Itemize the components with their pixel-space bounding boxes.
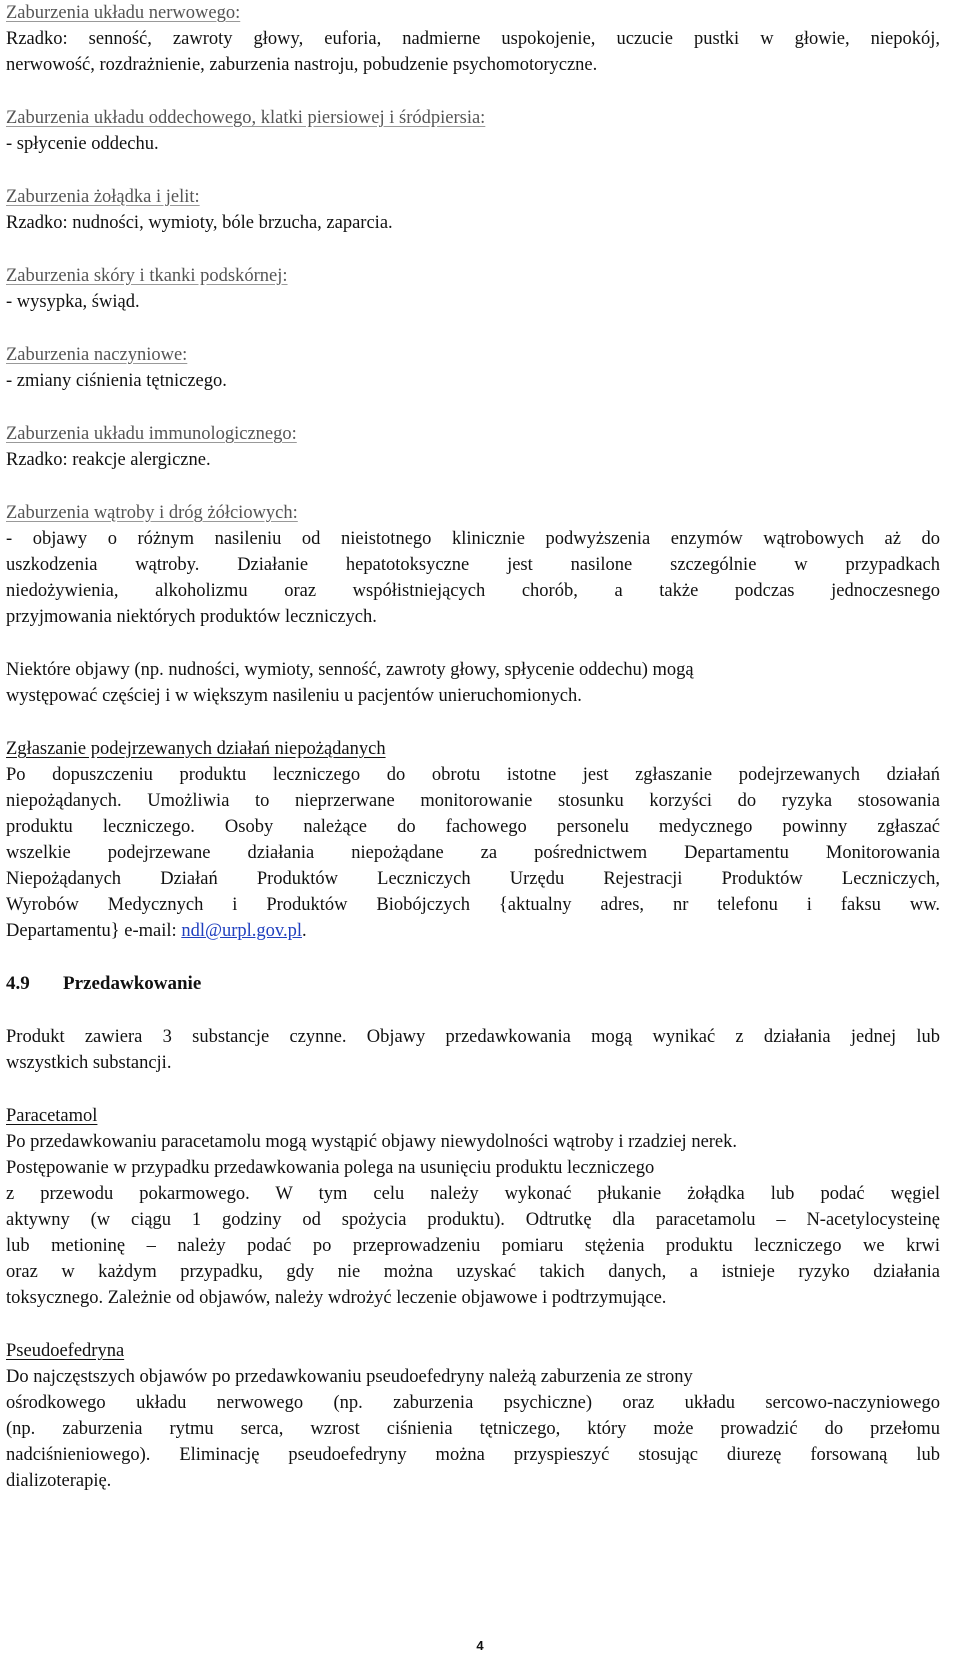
text-line xyxy=(6,918,940,944)
text-line: Wyrobów Medycznych i Produktów Biobójczych {aktualny adres, nr telefonu i faksu ww. xyxy=(6,895,940,915)
section-heading: Zaburzenia układu immunologicznego: xyxy=(6,424,297,444)
text-line: Rzadko: nudności, wymioty, bóle brzucha, zaparcia. xyxy=(6,213,393,233)
text-line: niedożywienia, alkoholizmu oraz współistniejących chorób, a także podczas jednoczesnego xyxy=(6,581,940,601)
text-line: - spłycenie oddechu. xyxy=(6,134,159,154)
text-line: aktywny (w ciągu 1 godziny od spożycia produktu). Odtrutkę dla paracetamolu – N-acetylocysteinę xyxy=(6,1210,940,1230)
text-line: wszelkie podejrzewane działania niepożądane za pośrednictwem Departamentu Monitorowania xyxy=(6,843,940,863)
section-reporting xyxy=(6,736,940,944)
text-line: nerwowość, rozdrażnienie, zaburzenia nastroju, pobudzenie psychomotoryczne. xyxy=(6,55,598,75)
text-line: Po dopuszczeniu produktu leczniczego do obrotu istotne jest zgłaszanie podejrzewanych działań xyxy=(6,765,940,785)
text-line: wszystkich substancji. xyxy=(6,1053,172,1073)
section-heading: Zaburzenia skóry i tkanki podskórnej: xyxy=(6,266,288,286)
text-line: oraz w każdym przypadku, gdy nie można uzyskać takich danych, a istnieje ryzyko działania xyxy=(6,1262,940,1282)
text-line: lub metioninę – należy podać po przeprowadzeniu pomiaru stężenia produktu leczniczego we krwi xyxy=(6,1236,940,1256)
section-overdose-intro xyxy=(6,1024,940,1076)
section-respiratory xyxy=(6,105,940,157)
section-skin xyxy=(6,263,940,315)
section-paracetamol xyxy=(6,1103,940,1311)
email-suffix: . xyxy=(301,921,307,941)
text-line: Rzadko: reakcje alergiczne. xyxy=(6,450,211,470)
section-some-symptoms xyxy=(6,657,940,709)
section-immune xyxy=(6,421,940,473)
section-heading: Zaburzenia naczyniowe: xyxy=(6,345,188,365)
section-heading: Pseudoefedryna xyxy=(6,1341,125,1361)
section-title: Przedawkowanie xyxy=(63,973,202,994)
section-heading: Zaburzenia układu nerwowego: xyxy=(6,3,241,23)
page-number: 4 xyxy=(476,1638,484,1653)
email-prefix: Departamentu} e-mail: xyxy=(6,921,182,941)
text-line: niepożądanych. Umożliwia to nieprzerwane monitorowanie stosunku korzyści do ryzyka stosowania xyxy=(6,791,940,811)
text-line: - zmiany ciśnienia tętniczego. xyxy=(6,371,227,391)
text-line: produktu leczniczego. Osoby należące do fachowego personelu medycznego powinny zgłaszać xyxy=(6,817,940,837)
document-page xyxy=(6,0,940,1521)
text-line: Po przedawkowaniu paracetamolu mogą wystąpić objawy niewydolności wątroby i rzadziej nerek. xyxy=(6,1132,738,1152)
text-line: Niepożądanych Działań Produktów Leczniczych Urzędu Rejestracji Produktów Leczniczych, xyxy=(6,869,940,889)
text-line: Produkt zawiera 3 substancje czynne. Objawy przedawkowania mogą wynikać z działania jednej lub xyxy=(6,1027,940,1047)
section-nervous-system xyxy=(6,0,940,78)
text-line: dializoterapię. xyxy=(6,1471,112,1491)
section-heading: Paracetamol xyxy=(6,1106,98,1126)
section-heading: Zaburzenia wątroby i dróg żółciowych: xyxy=(6,503,298,523)
text-line: Niektóre objawy (np. nudności, wymioty, senność, zawroty głowy, spłycenie oddechu) mogą xyxy=(6,660,694,680)
section-title-overdose xyxy=(6,971,940,997)
text-line: uszkodzenia wątroby. Działanie hepatotoksyczne jest nasilone szczególnie w przypadkach xyxy=(6,555,940,575)
text-line: toksycznego. Zależnie od objawów, należy wdrożyć leczenie objawowe i podtrzymujące. xyxy=(6,1288,667,1308)
text-line: - objawy o różnym nasileniu od nieistotnego klinicznie podwyższenia enzymów wątrobowych aż do xyxy=(6,529,940,549)
text-line: ośrodkowego układu nerwowego (np. zaburzenia psychiczne) oraz układu sercowo-naczyniowego xyxy=(6,1393,940,1413)
section-number: 4.9 xyxy=(6,973,30,994)
section-hepatobiliary xyxy=(6,500,940,630)
text-line: (np. zaburzenia rytmu serca, wzrost ciśnienia tętniczego, który może prowadzić do przełomu xyxy=(6,1419,940,1439)
section-gastrointestinal xyxy=(6,184,940,236)
email-link[interactable]: ndl@urpl.gov.pl xyxy=(181,921,302,941)
section-vascular xyxy=(6,342,940,394)
text-line: - wysypka, świąd. xyxy=(6,292,140,312)
section-heading: Zgłaszanie podejrzewanych działań niepożądanych xyxy=(6,739,386,759)
section-heading: Zaburzenia układu oddechowego, klatki piersiowej i śródpiersia: xyxy=(6,108,486,128)
text-line: Postępowanie w przypadku przedawkowania polega na usunięciu produktu leczniczego xyxy=(6,1158,655,1178)
section-pseudoephedrine xyxy=(6,1338,940,1494)
text-line: Do najczęstszych objawów po przedawkowaniu pseudoefedryny należą zaburzenia ze strony xyxy=(6,1367,693,1387)
text-line: nadciśnieniowego). Eliminację pseudoefedryny można przyspieszyć stosując diurezę forsowaną lub xyxy=(6,1445,940,1465)
section-heading: Zaburzenia żołądka i jelit: xyxy=(6,187,200,207)
text-line: przyjmowania niektórych produktów leczniczych. xyxy=(6,607,377,627)
text-line: z przewodu pokarmowego. W tym celu należy wykonać płukanie żołądka lub podać węgiel xyxy=(6,1184,940,1204)
text-line: występować częściej i w większym nasileniu u pacjentów unieruchomionych. xyxy=(6,686,582,706)
text-line: Rzadko: senność, zawroty głowy, euforia, nadmierne uspokojenie, uczucie pustki w głowie, niepokój, xyxy=(6,29,940,49)
